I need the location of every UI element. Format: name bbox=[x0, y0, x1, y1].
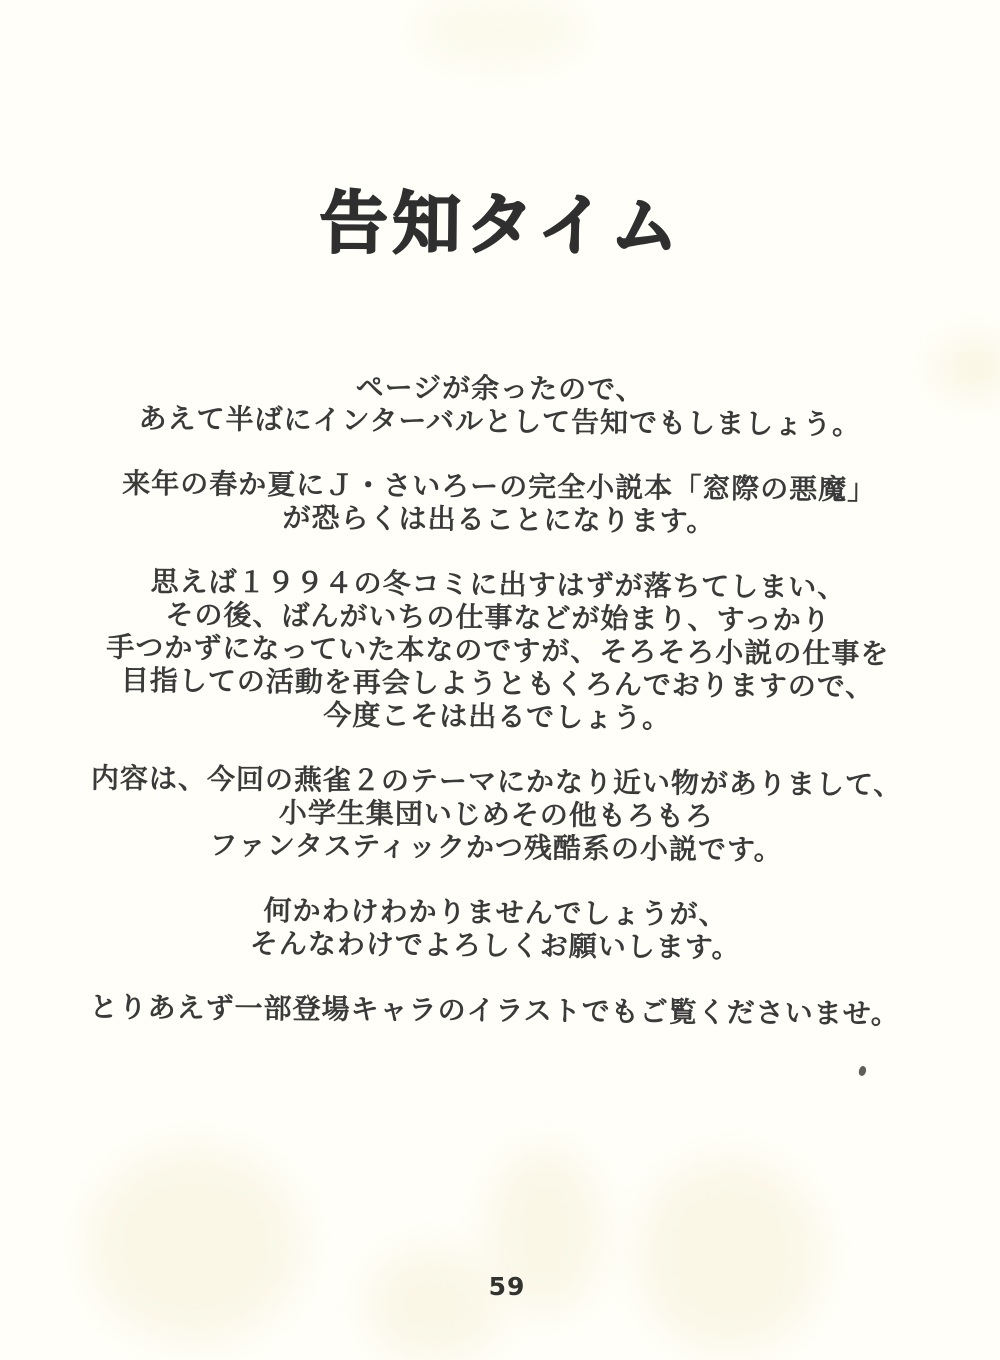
text-line: 手つかずになっていた本なのですが、そろそろ小説の仕事を bbox=[106, 630, 890, 671]
text-line: そんなわけでよろしくお願いします。 bbox=[249, 926, 741, 965]
text-line: あえて半ばにインターバルとして告知でもしましょう。 bbox=[138, 401, 862, 442]
paragraph-book-announcement bbox=[0, 466, 999, 541]
text-line: その後、ばんがいちの仕事などが始まり、すっかり bbox=[165, 598, 831, 637]
page-number: 59 bbox=[488, 1272, 526, 1301]
text-line: 小学生集団いじめその他もろもろ bbox=[278, 796, 715, 833]
text-line: 思えば１９９４の冬コミに出すはずが落ちてしまい、 bbox=[150, 564, 847, 605]
paragraph-intro bbox=[0, 368, 1000, 443]
text-line: 来年の春か夏にＪ・さいろーの完全小説本「窓際の悪魔」 bbox=[122, 466, 877, 507]
text-line: ページが余ったので、 bbox=[355, 370, 645, 407]
paragraph-closing bbox=[0, 990, 995, 1032]
paragraph-content-description bbox=[0, 761, 997, 869]
announcement-text bbox=[0, 368, 1000, 1032]
page-title: 告知タイム bbox=[319, 184, 684, 267]
text-line: 目指しての活動を再会しようともくろんでおりますので、 bbox=[120, 663, 875, 704]
text-line: 何かわけわかりませんでしょうが、 bbox=[263, 893, 728, 932]
text-line: が恐らくは出ることになります。 bbox=[282, 501, 716, 538]
paragraph-apology bbox=[0, 892, 996, 967]
text-line: 内容は、今回の燕雀２のテーマにかなり近い物がありまして、 bbox=[90, 761, 903, 802]
paragraph-history bbox=[0, 564, 999, 738]
text-line: とりあえず一部登場キャラのイラストでもご覧くださいませ。 bbox=[89, 990, 900, 1031]
text-line: 今度こそは出るでしょう。 bbox=[323, 698, 672, 735]
text-line: ファンタスティックかつ残酷系の小説です。 bbox=[209, 828, 783, 867]
